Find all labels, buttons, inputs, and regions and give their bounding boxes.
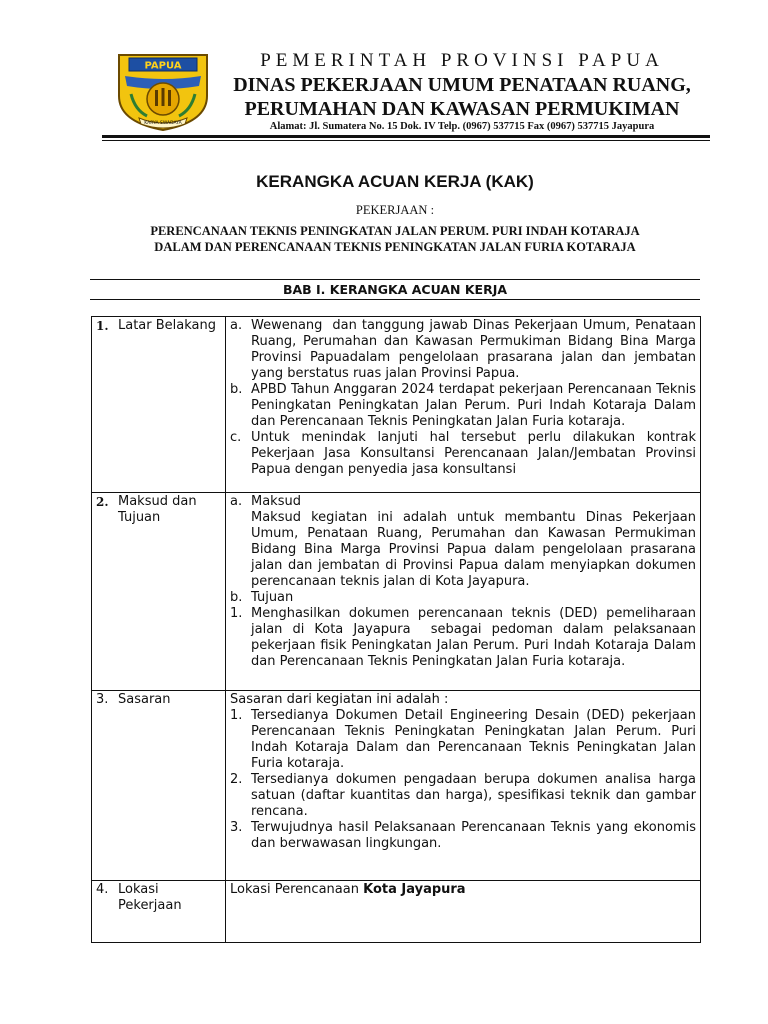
row-number: 4.	[96, 882, 109, 897]
row-label: Lokasi Pekerjaan	[118, 882, 182, 913]
row-label: Maksud dan Tujuan	[118, 494, 201, 525]
sasaran-intro: Sasaran dari kegiatan ini adalah :	[230, 692, 449, 707]
list-item	[230, 430, 701, 478]
job-description	[90, 223, 700, 255]
list-marker: 2.	[230, 772, 243, 787]
list-text: Menghasilkan dokumen perencanaan teknis (DED) pemeliharaan jalan di Kota Jayapura sebagai pedoman dalam pelaksanaan pekerjaan fisik Peningkatan Jalan Perum. Puri Indah Kotaraja Dalam dan Perencanaan Teknis Peningkatan Jalan Furia kotaraja.	[251, 606, 705, 669]
letterhead-divider-thick	[102, 135, 710, 138]
table-row-maksud-tujuan	[92, 493, 701, 691]
row-label-cell	[92, 493, 226, 691]
job-label: PEKERJAAN :	[355, 203, 435, 217]
list-marker: b.	[230, 382, 243, 397]
list-item	[230, 606, 705, 670]
subheading-maksud: Maksud	[251, 494, 301, 509]
job-description-line1: PERENCANAAN TEKNIS PENINGKATAN JALAN PERUM. PURI INDAH KOTARAJA	[150, 224, 640, 238]
row-label-cell	[92, 881, 226, 943]
list-text: Terwujudnya hasil Pelaksanaan Perencanaan Teknis yang ekonomis dan berwawasan lingkungan.	[251, 820, 701, 851]
chapter-rule-bottom	[90, 299, 700, 300]
papua-province-emblem	[113, 52, 213, 132]
row-number: 2.	[96, 495, 109, 509]
list-text: Wewenang dan tanggung jawab Dinas Pekerjaan Umum, Penataan Ruang, Perumahan dan Kawasan Permukiman Bidang Bina Marga Provinsi Papuadalam pengelolaan prasarana jalan dan jembatan yang berstatus ruas jalan Provinsi Papua.	[251, 318, 701, 381]
list-item	[230, 494, 696, 510]
row-label: Sasaran	[118, 692, 171, 707]
chapter-rule-top	[90, 279, 700, 280]
list-marker: 1.	[230, 606, 243, 621]
list-item	[230, 590, 696, 606]
row-number: 1.	[96, 319, 109, 333]
lokasi-city: Kota Jayapura	[363, 882, 466, 897]
subheading-tujuan: Tujuan	[251, 590, 294, 605]
list-marker: a.	[230, 494, 243, 509]
row-label-cell	[92, 317, 226, 493]
row-content-cell	[226, 317, 701, 493]
list-item	[230, 382, 701, 430]
table-row-lokasi	[92, 881, 701, 943]
list-item	[230, 820, 701, 852]
list-marker: 1.	[230, 708, 243, 723]
row-number: 3.	[96, 692, 109, 707]
letterhead-agency-name-line1: DINAS PEKERJAAN UMUM PENATAAN RUANG,	[233, 74, 691, 96]
list-text: APBD Tahun Anggaran 2024 terdapat pekerjaan Perencanaan Teknis Peningkatan Peningkatan Jalan Perum. Puri Indah Kotaraja Dalam dan Perencanaan Teknis Peningkatan Jalan Furia kotaraja.	[251, 382, 701, 429]
chapter-title: BAB I. KERANGKA ACUAN KERJA	[282, 282, 508, 297]
list-marker: b.	[230, 590, 243, 605]
list-item	[230, 772, 701, 820]
svg-text:KARYA SWADAYA: KARYA SWADAYA	[144, 121, 182, 126]
table-row-latar-belakang	[92, 317, 701, 493]
row-content-cell	[226, 881, 701, 943]
kak-table	[91, 316, 705, 943]
row-content-cell	[226, 493, 705, 691]
letterhead-address: Alamat: Jl. Sumatera No. 15 Dok. IV Telp. (0967) 537715 Fax (0967) 537715 Jayapura	[269, 121, 655, 132]
svg-text:PAPUA: PAPUA	[144, 60, 182, 72]
row-content-cell	[226, 691, 701, 881]
list-marker: a.	[230, 318, 243, 333]
lokasi-text: Lokasi Perencanaan	[230, 882, 364, 897]
list-item	[230, 708, 701, 772]
document-title: KERANGKA ACUAN KERJA (KAK)	[256, 172, 534, 191]
list-text: Tersedianya Dokumen Detail Engineering Desain (DED) pekerjaan Perencanaan Teknis Peningkatan Peningkatan Jalan Perum. Puri Indah Kotaraja Dalam dan Perencanaan Teknis Peningkatan Jalan Furia kotaraja.	[251, 708, 701, 771]
letterhead-agency-name-line2: PERUMAHAN DAN KAWASAN PERMUKIMAN	[244, 98, 680, 120]
letterhead-government-name: PEMERINTAH PROVINSI PAPUA	[260, 50, 664, 71]
list-item	[230, 318, 701, 382]
list-text: Untuk menindak lanjuti hal tersebut perlu dilakukan kontrak Pekerjaan Jasa Konsultansi Perencanaan Jalan/Jembatan Provinsi Papua dengan penyedia jasa konsultansi	[251, 430, 701, 477]
table-row-sasaran	[92, 691, 701, 881]
row-label-cell	[92, 691, 226, 881]
maksud-paragraph: Maksud kegiatan ini adalah untuk membantu Dinas Pekerjaan Umum, Penataan Ruang, Perumahan dan Kawasan Permukiman Bidang Bina Marga Provinsi Papua dalam pengelolaan prasarana jalan dan jembatan di Provinsi Papua dalam menyiapkan dokumen perencanaan teknis jalan di Kota Jayapura.	[251, 510, 701, 589]
row-label: Latar Belakang	[118, 318, 217, 333]
list-marker: c.	[230, 430, 242, 445]
list-marker: 3.	[230, 820, 243, 835]
letterhead-divider-thin	[102, 140, 710, 141]
job-description-line2: DALAM DAN PERENCANAAN TEKNIS PENINGKATAN JALAN FURIA KOTARAJA	[154, 240, 636, 254]
list-text: Tersedianya dokumen pengadaan berupa dokumen analisa harga satuan (daftar kuantitas dan harga), spesifikasi teknik dan gambar rencana.	[251, 772, 701, 819]
